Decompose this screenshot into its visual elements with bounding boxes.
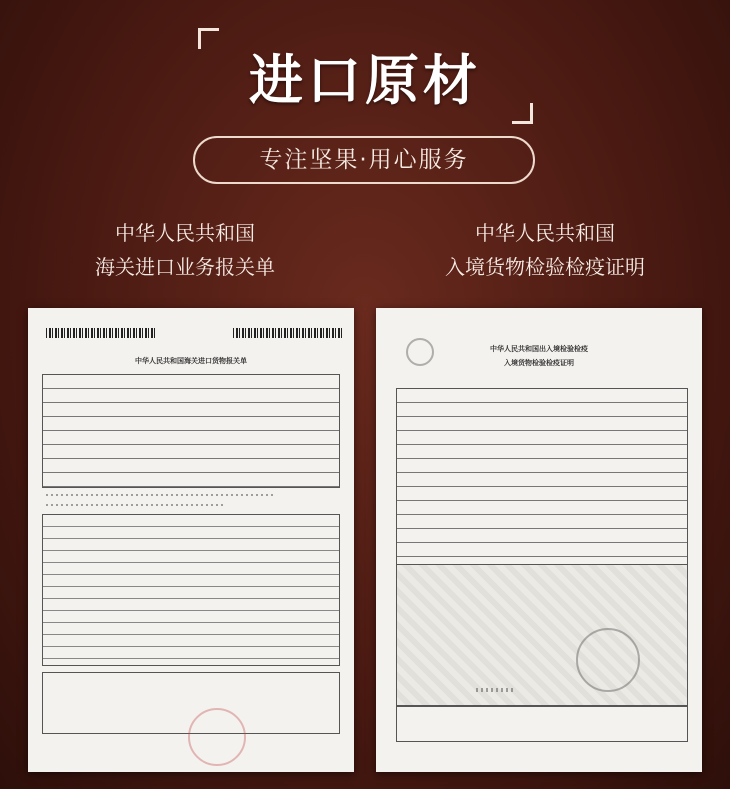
certificate-table bbox=[396, 388, 688, 566]
inspection-seal bbox=[576, 628, 640, 692]
right-caption bbox=[380, 216, 710, 284]
barcode-right bbox=[233, 328, 343, 338]
customs-goods-table bbox=[42, 514, 340, 666]
certificate-footer-table bbox=[396, 706, 688, 742]
signature bbox=[476, 688, 516, 692]
slogan-text: 专注坚果·用心服务 bbox=[259, 147, 469, 173]
left-caption bbox=[20, 216, 350, 284]
barcode-left bbox=[46, 328, 156, 338]
certificate-heading-1: 中华人民共和国出入境检验检疫 bbox=[490, 345, 588, 353]
customs-doc-heading: 中华人民共和国海关进口货物报关单 bbox=[135, 357, 247, 365]
official-seal bbox=[188, 708, 246, 766]
customs-header-table bbox=[42, 374, 340, 488]
left-caption-line1: 中华人民共和国 bbox=[115, 221, 255, 245]
inspection-certificate-image bbox=[376, 308, 702, 772]
right-caption-line2: 入境货物检验检疫证明 bbox=[445, 255, 645, 279]
certificate-heading-2: 入境货物检验检疫证明 bbox=[504, 359, 574, 367]
left-caption-line2: 海关进口业务报关单 bbox=[95, 255, 275, 279]
page-title: 进口原材 bbox=[249, 49, 481, 112]
slogan-badge bbox=[193, 136, 535, 184]
certificate-notes-area bbox=[396, 564, 688, 706]
customs-declaration-image bbox=[28, 308, 354, 772]
right-caption-line1: 中华人民共和国 bbox=[475, 221, 615, 245]
